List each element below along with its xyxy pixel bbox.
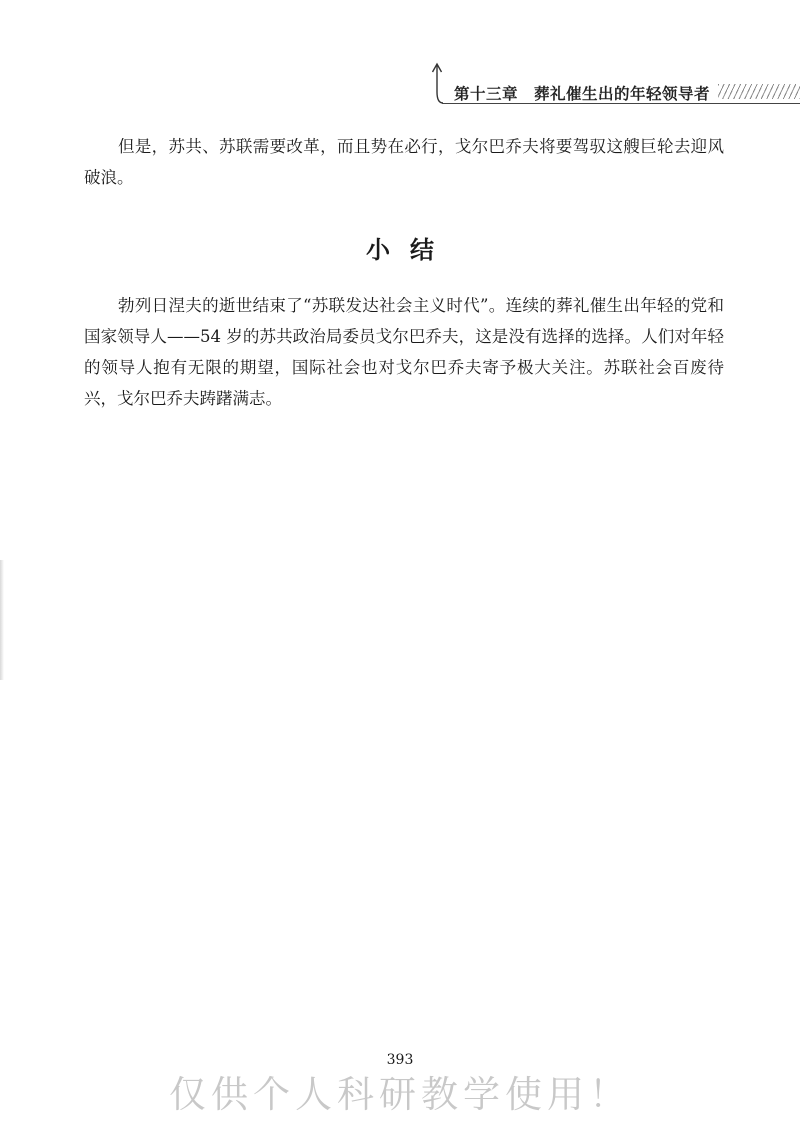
page-edge-shadow: [0, 560, 4, 680]
header-hatch-decoration: [718, 84, 800, 99]
chapter-title: 葬礼催生出的年轻领导者: [534, 85, 711, 103]
chapter-heading: [454, 82, 710, 104]
page-number: 393: [386, 1052, 414, 1068]
up-arrow-icon: [430, 62, 444, 106]
summary-paragraph: 勃列日涅夫的逝世结束了“苏联发达社会主义时代”。连续的葬礼催生出年轻的党和国家领导人——54 岁的苏共政治局委员戈尔巴乔夫，这是没有选择的选择。人们对年轻的领导人抱有无限的期望，国际社会也对戈尔巴乔夫寄予极大关注。苏联社会百废待兴，戈尔巴乔夫踌躇满志。: [84, 296, 724, 408]
running-header: [430, 62, 800, 106]
chapter-number: 第十三章: [454, 85, 519, 103]
header-rule: [442, 103, 800, 104]
body-paragraph-1: 但是，苏共、苏联需要改革，而且势在必行，戈尔巴乔夫将要驾驭这艘巨轮去迎风破浪。: [84, 137, 724, 187]
section-title: 小结: [366, 235, 454, 264]
watermark: 仅供个人科研教学使用！: [169, 1073, 631, 1116]
